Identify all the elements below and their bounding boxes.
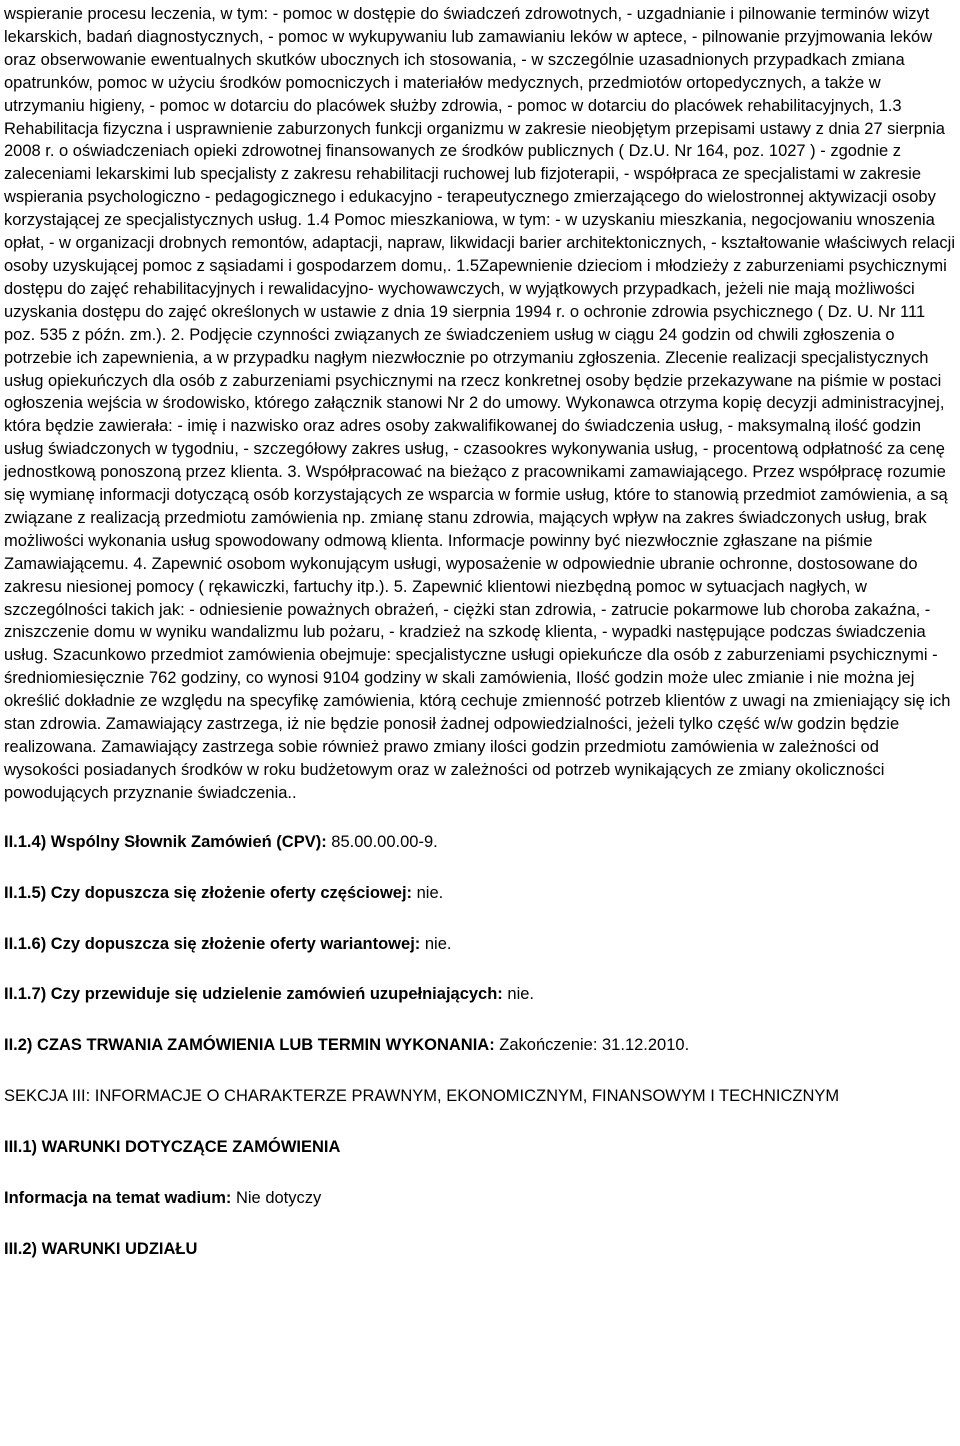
cpv-value: 85.00.00.00-9. (326, 832, 438, 851)
partial-offer-label: II.1.5) Czy dopuszcza się złożenie oferty częściowej: (4, 883, 413, 902)
duration-label: II.2) CZAS TRWANIA ZAMÓWIENIA LUB TERMIN WYKONANIA: (4, 1036, 495, 1055)
wadium-field (4, 1187, 956, 1210)
variant-offer-label: II.1.6) Czy dopuszcza się złożenie oferty wariantowej: (4, 934, 421, 953)
duration-field (4, 1034, 956, 1057)
variant-offer-value: nie. (420, 934, 452, 953)
section-3-2-heading (4, 1238, 956, 1261)
wadium-value: Nie dotyczy (231, 1189, 322, 1208)
section-3-heading: SEKCJA III: INFORMACJE O CHARAKTERZE PRAWNYM, EKONOMICZNYM, FINANSOWYM I TECHNICZNYM (4, 1087, 840, 1106)
cpv-field (4, 831, 956, 854)
cpv-label: II.1.4) Wspólny Słownik Zamówień (CPV): (4, 832, 327, 851)
supplementary-orders-field (4, 983, 956, 1006)
section-3-2-heading-text: III.2) WARUNKI UDZIAŁU (4, 1239, 198, 1258)
supplementary-orders-value: nie. (502, 985, 534, 1004)
duration-value: Zakończenie: 31.12.2010. (494, 1036, 690, 1055)
section-3-1-heading (4, 1136, 956, 1159)
wadium-label: Informacja na temat wadium: (4, 1189, 232, 1208)
order-description-paragraph: wspieranie procesu leczenia, w tym: - pomoc w dostępie do świadczeń zdrowotnych, - uzgadnianie i pilnowanie terminów wizyt lekarskich, badań diagnostycznych, - pomoc w wykupywaniu lub zamawianiu leków w aptece, - pilnowanie przyjmowania leków oraz obserwowanie ewentualnych skutków ubocznych ich stosowania, - w szczególnie uzasadnionych przypadkach zmiana opatrunków, pomoc w użyciu środków pomocniczych i materiałów medycznych, przedmiotów ortopedycznych, a także w utrzymaniu higieny, - pomoc w dotarciu do placówek służby zdrowia, - pomoc w dotarciu do placówek rehabilitacyjnych, 1.3 Rehabilitacja fizyczna i usprawnienie zaburzonych funkcji organizmu w zakresie nieobjętym przepisami ustawy z dnia 27 sierpnia 2008 r. o oświadczeniach opieki zdrowotnej finansowanych ze środków publicznych ( Dz.U. Nr 164, poz. 1027 ) - zgodnie z zaleceniami lekarskimi lub specjalisty z zakresu rehabilitacji ruchowej lub fizjoterapii, - współpraca ze specjalistami w zakresie wspierania psychologiczno - pedagogicznego i edukacyjno - terapeutycznego zmierzającego do wielostronnej aktywizacji osoby korzystającej ze specjalistycznych usług. 1.4 Pomoc mieszkaniowa, w tym: - w uzyskaniu mieszkania, negocjowaniu wnoszenia opłat, - w organizacji drobnych remontów, adaptacji, napraw, likwidacji barier architektonicznych, - kształtowanie właściwych relacji osoby uzyskującej pomoc z sąsiadami i gospodarzem domu,. 1.5Zapewnienie dzieciom i młodzieży z zaburzeniami psychicznymi dostępu do zajęć rehabilitacyjnych i rewalidacyjno- wychowawczych, w wyjątkowych przypadkach, jeżeli nie mają możliwości uzyskania dostępu do zajęć określonych w ustawie z dnia 19 sierpnia 1994 r. o ochronie zdrowia psychicznego ( Dz. U. Nr 111 poz. 535 z późn. zm.). 2. Podjęcie czynności związanych ze świadczeniem usług w ciągu 24 godzin od chwili zgłoszenia o potrzebie ich zapewnienia, a w przypadku nagłym niezwłocznie po otrzymaniu zgłoszenia. Zlecenie realizacji specjalistycznych usług opiekuńczych dla osób z zaburzeniami psychicznymi na rzecz konkretnej osoby będzie przekazywane na piśmie w postaci ogłoszenia wejścia w środowisko, którego załącznik stanowi Nr 2 do umowy. Wykonawca otrzyma kopię decyzji administracyjnej, która będzie zawierała: - imię i nazwisko oraz adres osoby zakwalifikowanej do świadczenia usług, - maksymalną ilość godzin usług świadczonych w tygodniu, - szczegółowy zakres usług, - czasookres wykonywania usług, - procentową odpłatność za cenę jednostkową ponoszoną przez klienta. 3. Współpracować na bieżąco z pracownikami zamawiającego. Przez współpracę rozumie się wymianę informacji dotyczącą osób korzystających ze wsparcia w formie usług, które to stanowią przedmiot zamówienia, a są związane z realizacją przedmiotu zamówienia np. zmianę stanu zdrowia, mających wpływ na zakres świadczonych usług, brak możliwości wykonania usług spowodowany odmową klienta. Informacje powinny być niezwłocznie zgłaszane na piśmie Zamawiającemu. 4. Zapewnić osobom wykonującym usługi, wyposażenie w odpowiednie ubranie ochronne, dostosowane do zakresu niesionej pomocy ( rękawiczki, fartuchy itp.). 5. Zapewnić klientowi niezbędną pomoc w sytuacjach nagłych, w szczególności takich jak: - odniesienie poważnych obrażeń, - ciężki stan zdrowia, - zatrucie pokarmowe lub choroba zakaźna, - zniszczenie domu w wyniku wandalizmu lub pożaru, - kradzież na szkodę klienta, - wypadki następujące podczas świadczenia usług. Szacunkowo przedmiot zamówienia obejmuje: specjalistyczne usługi opiekuńcze dla osób z zaburzeniami psychicznymi - średniomiesięcznie 762 godziny, co wynosi 9104 godziny w skali zamówienia, Ilość godzin może ulec zmianie i nie można jej określić dokładnie ze względu na specyfikę zamówienia, którą cechuje zmienność potrzeb klientów z uwagi na zmieniający się ich stan zdrowia. Zamawiający zastrzega, iż nie będzie ponosił żadnej odpowiedzialności, jeżeli tylko część w/w godzin będzie realizowana. Zamawiający zastrzega sobie również prawo zmiany ilości godzin przedmiotu zamówienia w zależności od wysokości posiadanych środków w roku budżetowym oraz w zależności od potrzeb wynikających ze zmiany okoliczności powodujących przyznanie świadczenia.. (4, 5, 955, 802)
partial-offer-field (4, 882, 956, 905)
section-3-1-heading-text: III.1) WARUNKI DOTYCZĄCE ZAMÓWIENIA (4, 1138, 341, 1157)
partial-offer-value: nie. (412, 883, 444, 902)
supplementary-orders-label: II.1.7) Czy przewiduje się udzielenie zamówień uzupełniających: (4, 985, 503, 1004)
variant-offer-field (4, 933, 956, 956)
